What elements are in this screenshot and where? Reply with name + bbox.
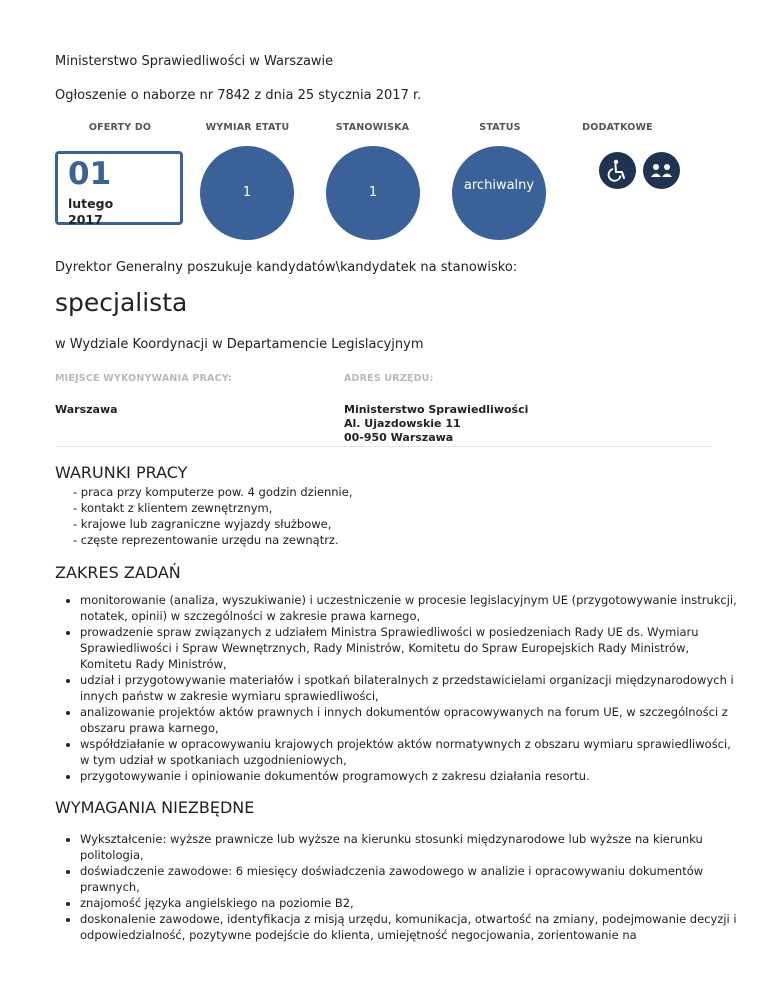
position-title: specjalista	[55, 288, 188, 317]
work-time-circle	[200, 146, 294, 240]
list-item: - kontakt z klientem zewnętrznym,	[73, 501, 273, 515]
list-item: • udział i przygotowywanie materiałów i spotkań bilateralnych z przedstawicielami organizacji międzynarodowych i innych państw w zakresie wymiaru sprawiedliwości,	[80, 672, 740, 704]
divider	[55, 446, 713, 447]
requirements-heading: WYMAGANIA NIEZBĘDNE	[55, 798, 255, 817]
list-item: • doświadczenie zawodowe: 6 miesięcy doświadczenia zawodowego w analizie i opracowywaniu dokumentów prawnych,	[80, 863, 740, 895]
announcement-title: Ogłoszenie o naborze nr 7842 z dnia 25 stycznia 2017 r.	[55, 88, 422, 103]
list-item: - krajowe lub zagraniczne wyjazdy służbowe,	[73, 517, 332, 531]
address-line: Al. Ujazdowskie 11	[344, 417, 461, 430]
positions-value: 1	[368, 185, 378, 200]
conditions-heading: WARUNKI PRACY	[55, 463, 188, 482]
address-line: Ministerstwo Sprawiedliwości	[344, 403, 529, 416]
deadline-month: lutego	[68, 196, 114, 211]
place-label: MIEJSCE WYKONYWANIA PRACY:	[55, 373, 233, 384]
deadline-month-year	[68, 196, 113, 228]
duties-heading: ZAKRES ZADAŃ	[55, 563, 181, 582]
list-item: - częste reprezentowanie urzędu na zewnątrz.	[73, 533, 339, 547]
status-circle	[452, 146, 546, 240]
header-offers-until: OFERTY DO	[88, 122, 152, 133]
place-value: Warszawa	[55, 403, 118, 416]
department-text: w Wydziale Koordynacji w Departamencie Legislacyjnym	[55, 337, 424, 352]
positions-circle	[326, 146, 420, 240]
deadline-day: 01	[68, 156, 112, 192]
header-work-time: WYMIAR ETATU	[205, 122, 290, 133]
duties-list	[60, 592, 740, 784]
list-item: • przygotowywanie i opiniowanie dokumentów programowych z zakresu działania resortu.	[80, 768, 740, 784]
list-item: • Wykształcenie: wyższe prawnicze lub wyższe na kierunku stosunki międzynarodowe lub wyższe na kierunku politologia,	[80, 831, 740, 863]
header-status: STATUS	[479, 122, 521, 133]
requirements-list	[60, 831, 740, 943]
list-item: • znajomość języka angielskiego na poziomie B2,	[80, 895, 740, 911]
conditions-list	[73, 484, 352, 548]
deadline-year: 2017	[68, 212, 103, 227]
list-item: • doskonalenie zawodowe, identyfikacja z misją urzędu, komunikacja, otwartość na zmiany, podejmowanie decyzji i odpowiedzialność, pozytywne podejście do klienta, umiejętność negocjowania, zorientowanie na	[80, 911, 740, 943]
intro-text: Dyrektor Generalny poszukuje kandydatów\kandydatek na stanowisko:	[55, 260, 518, 275]
group-icon	[643, 152, 680, 189]
list-item: • monitorowanie (analiza, wyszukiwanie) i uczestniczenie w procesie legislacyjnym UE (przygotowywanie instrukcji, notatek, opinii) w szczególności w zakresie prawa karnego,	[80, 592, 740, 624]
address-value	[344, 403, 528, 445]
list-item: • analizowanie projektów aktów prawnych i innych dokumentów opracowywanych na forum UE, w szczególności z obszaru prawa karnego,	[80, 704, 740, 736]
header-extras: DODATKOWE	[582, 122, 653, 133]
list-item: • prowadzenie spraw związanych z udziałem Ministra Sprawiedliwości w posiedzeniach Rady UE ds. Wymiaru Sprawiedliwości i Spraw Wewnętrznych, Rady Ministrów, Komitetu do Spraw Europejskich Rady Ministrów, Komitetu Rady Ministrów,	[80, 624, 740, 672]
address-line: 00-950 Warszawa	[344, 431, 454, 444]
list-item: • współdziałanie w opracowywaniu krajowych projektów aktów normatywnych z obszaru wymiaru sprawiedliwości, w tym udział w spotkaniach uzgodnieniowych,	[80, 736, 740, 768]
list-item: - praca przy komputerze pow. 4 godzin dziennie,	[73, 485, 353, 499]
address-label: ADRES URZĘDU:	[344, 373, 434, 384]
work-time-value: 1	[242, 185, 252, 200]
ministry-name: Ministerstwo Sprawiedliwości w Warszawie	[55, 54, 334, 69]
status-value: archiwalny	[463, 178, 535, 193]
header-positions: STANOWISKA	[335, 122, 410, 133]
deadline-date-box	[55, 151, 183, 225]
wheelchair-icon	[599, 152, 636, 189]
